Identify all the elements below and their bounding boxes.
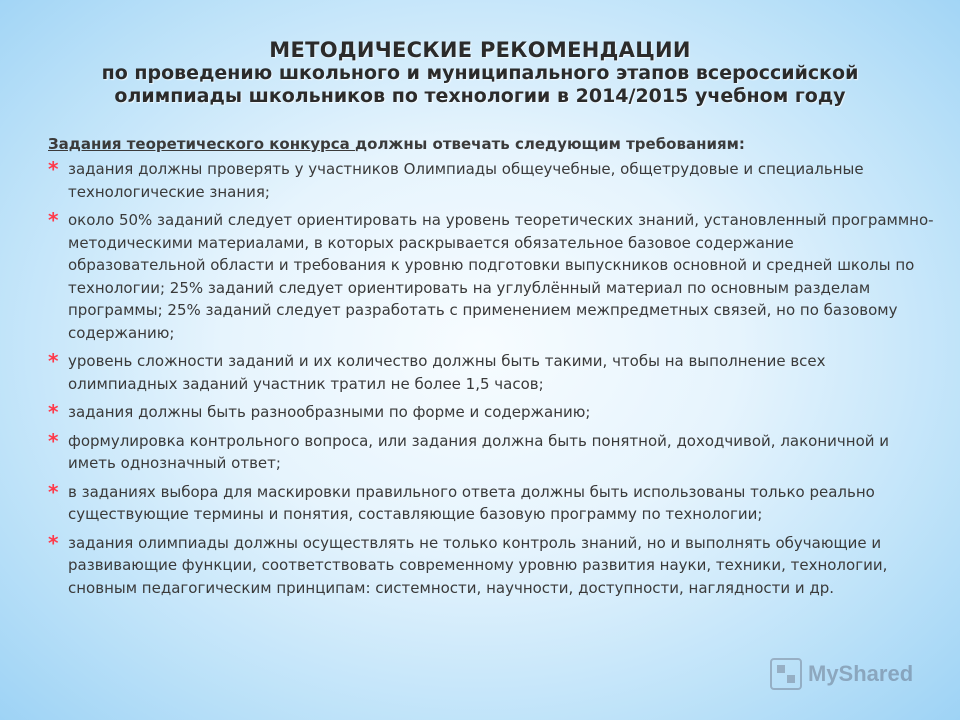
intro-underlined: Задания теоретического конкурса (48, 135, 356, 153)
list-item-text: формулировка контрольного вопроса, или задания должна быть понятной, доходчивой, лаконичной и иметь однозначный ответ; (68, 431, 890, 472)
list-item-text: в заданиях выбора для маскировки правильного ответа должны быть использованы только реально существующие термины и понятия, составляющие базовую программу по технологии; (68, 482, 875, 523)
title-line-3: олимпиады школьников по технологии в 2014/2015 учебном году (114, 85, 846, 107)
title-line-2: по проведению школьного и муниципального этапов всероссийской (101, 62, 859, 84)
list-item (48, 158, 934, 203)
list-item-text: задания должны быть разнообразными по форме и содержанию; (68, 403, 591, 421)
list-item (48, 401, 934, 424)
list-item-text: около 50% заданий следует ориентировать на уровень теоретических знаний, установленный программно-методическими материалами, в которых раскрывается обязательное базовое содержание образовательной области и требования к уровню подготовки выпускников основной и средней школы по технологии; 25% заданий следует ориентировать на углублённый материал по основным разделам программы; 25% заданий следует разработать с применением межпредметных связей, но по базовому содержанию; (68, 211, 934, 342)
intro-paragraph (48, 134, 928, 154)
asterisk-bullet-icon: * (48, 479, 59, 504)
asterisk-bullet-icon: * (48, 157, 59, 181)
list-item (48, 481, 934, 526)
list-item (48, 430, 934, 475)
requirements-list (48, 158, 934, 605)
watermark (770, 658, 913, 690)
page-title (80, 38, 880, 108)
myshared-logo-icon (770, 658, 802, 690)
asterisk-bullet-icon: * (48, 349, 59, 373)
title-line-1: МЕТОДИЧЕСКИЕ РЕКОМЕНДАЦИИ (269, 38, 691, 62)
list-item (48, 350, 934, 395)
intro-rest: должны отвечать следующим требованиям: (355, 135, 745, 153)
list-item-text: задания олимпиады должны осуществлять не только контроль знаний, но и выполнять обучающие и развивающие функции, соответствовать современному уровню развития науки, техники, технологии, сновным педагогическим принципам: системности, научности, доступности, наглядности и др. (68, 533, 888, 597)
list-item-text: задания должны проверять у участников Олимпиады общеучебные, общетрудовые и специальные технологические знания; (68, 160, 864, 201)
list-item (48, 532, 934, 600)
asterisk-bullet-icon: * (48, 208, 59, 232)
list-item (48, 209, 934, 344)
watermark-text: MyShared (808, 661, 914, 686)
asterisk-bullet-icon: * (48, 400, 59, 424)
asterisk-bullet-icon: * (48, 428, 59, 453)
list-item-text: уровень сложности заданий и их количество должны быть такими, чтобы на выполнение всех олимпиадных заданий участник тратил не более 1,5 часов; (68, 352, 826, 393)
asterisk-bullet-icon: * (48, 530, 59, 555)
